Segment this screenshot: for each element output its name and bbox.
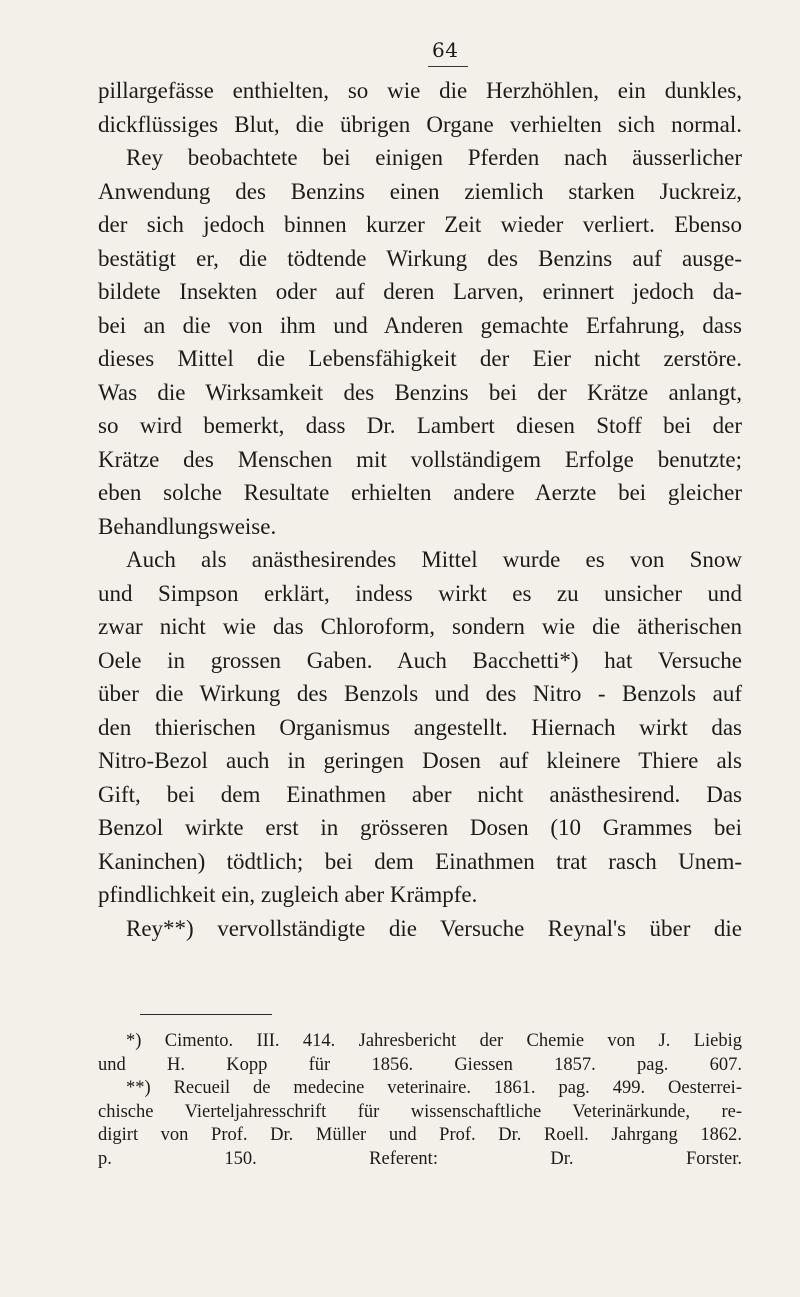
- body-line: bei an die von ihm und Anderen gemachte Erfahrung, dass: [98, 312, 742, 338]
- body-line: und Simpson erklärt, indess wirkt es zu unsicher und: [98, 580, 742, 606]
- footnote-line: p. 150. Referent: Dr. Forster.: [98, 1148, 742, 1169]
- footnote-line: **) Recueil de medecine veterinaire. 1861. pag. 499. Oesterrei-: [126, 1078, 742, 1098]
- body-line: so wird bemerkt, dass Dr. Lambert diesen Stoff bei der: [98, 413, 742, 438]
- footnote-divider: [140, 1014, 272, 1015]
- body-line: Nitro-Bezol auch in geringen Dosen auf kleinere Thiere als: [98, 748, 742, 773]
- footnote-line: digirt von Prof. Dr. Müller und Prof. Dr. Roell. Jahrgang 1862.: [98, 1125, 742, 1145]
- body-line: pfindlichkeit ein, zugleich aber Krämpfe.: [98, 882, 478, 907]
- footnote-line: und H. Kopp für 1856. Giessen 1857. pag. 607.: [98, 1054, 742, 1075]
- body-line: Behandlungsweise.: [98, 513, 277, 539]
- body-line: eben solche Resultate erhielten andere Aerzte bei gleicher: [98, 480, 742, 505]
- body-text: [98, 74, 742, 945]
- body-line: dickflüssiges Blut, die übrigen Organe verhielten sich normal.: [98, 111, 742, 137]
- body-line: Auch als anästhesirendes Mittel wurde es von Snow: [126, 547, 742, 572]
- page-number-underline: [428, 66, 468, 67]
- body-line: Rey beobachtete bei einigen Pferden nach äusserlicher: [126, 145, 742, 170]
- body-line: über die Wirkung des Benzols und des Nitro - Benzols auf: [98, 681, 742, 706]
- body-line: Kaninchen) tödtlich; bei dem Einathmen trat rasch Unem-: [98, 848, 742, 874]
- body-line: dieses Mittel die Lebensfähigkeit der Eier nicht zerstöre.: [98, 346, 742, 371]
- body-line: zwar nicht wie das Chloroform, sondern wie die ätherischen: [98, 614, 742, 639]
- footnote-line: *) Cimento. III. 414. Jahresbericht der Chemie von J. Liebig: [126, 1031, 742, 1051]
- body-line: bildete Insekten oder auf deren Larven, erinnert jedoch da-: [98, 279, 742, 304]
- body-line: Gift, bei dem Einathmen aber nicht anästhesirend. Das: [98, 781, 742, 807]
- body-line: den thierischen Organismus angestellt. Hiernach wirkt das: [98, 714, 742, 740]
- footnotes: [98, 1030, 742, 1171]
- body-line: Was die Wirksamkeit des Benzins bei der Krätze anlangt,: [98, 379, 742, 405]
- body-line: pillargefässe enthielten, so wie die Herzhöhlen, ein dunkles,: [98, 78, 742, 103]
- body-line: Benzol wirkte erst in grösseren Dosen (10 Grammes bei: [98, 815, 742, 840]
- footnote-line: chische Vierteljahresschrift für wissenschaftliche Veterinärkunde, re-: [98, 1101, 742, 1122]
- body-line: Rey**) vervollständigte die Versuche Reynal's über die: [126, 915, 742, 941]
- body-line: Krätze des Menschen mit vollständigem Erfolge benutzte;: [98, 446, 742, 472]
- body-line: Anwendung des Benzins einen ziemlich starken Juckreiz,: [98, 178, 742, 204]
- page-number: 64: [432, 38, 459, 62]
- body-line: bestätigt er, die tödtende Wirkung des Benzins auf ausge-: [98, 245, 742, 271]
- body-line: der sich jedoch binnen kurzer Zeit wieder verliert. Ebenso: [98, 212, 742, 237]
- body-line: Oele in grossen Gaben. Auch Bacchetti*) hat Versuche: [98, 647, 742, 673]
